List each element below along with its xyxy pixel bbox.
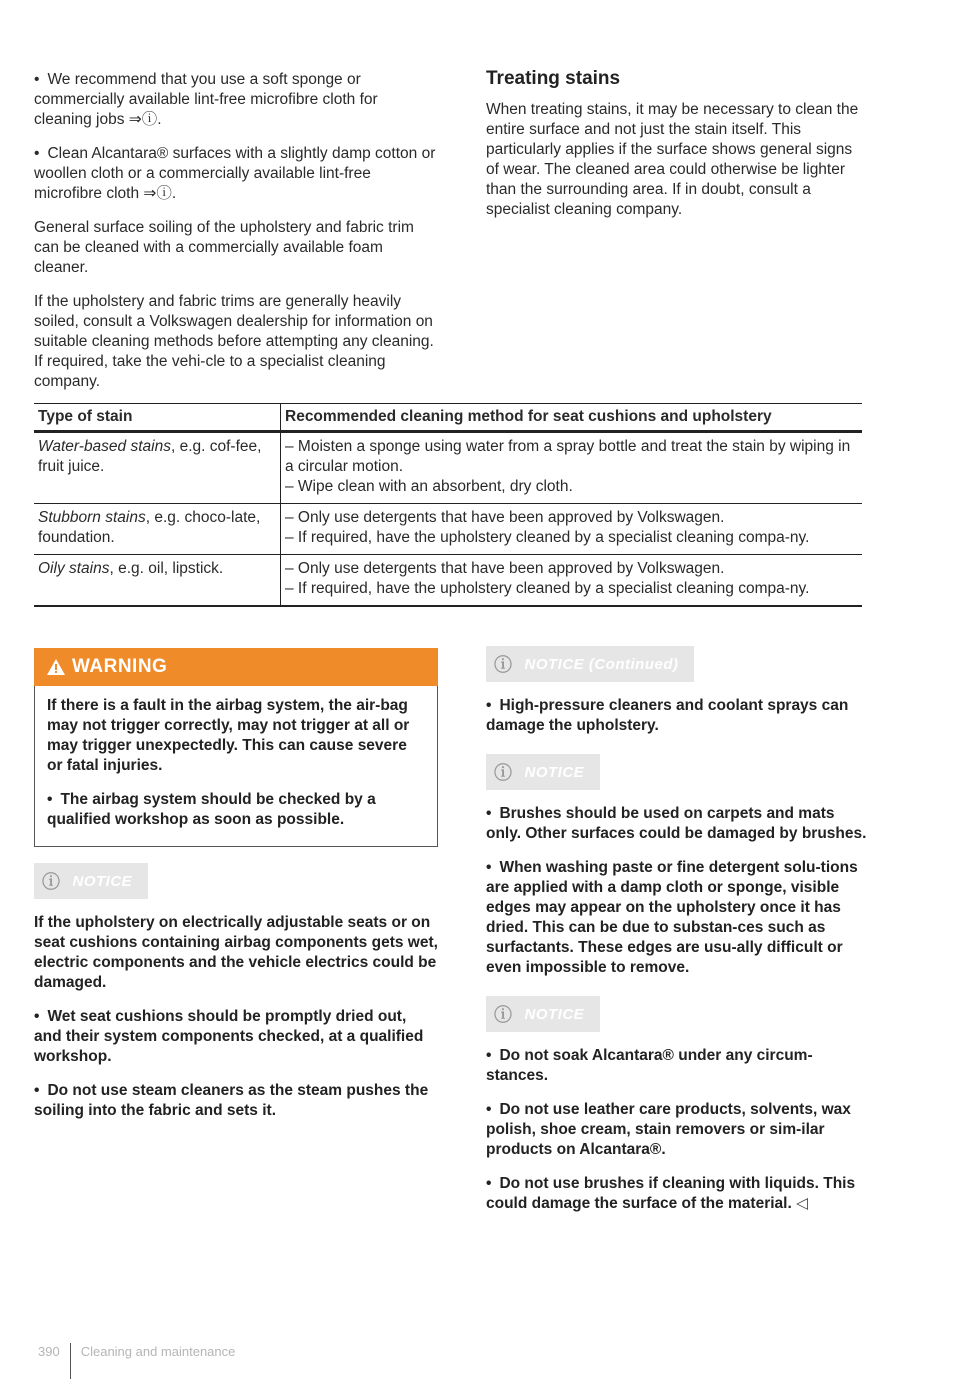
left-bottom-column — [34, 648, 438, 1135]
notice-bullet: • Brushes should be used on carpets and mats only. Other surfaces could be damaged by brushes. — [486, 804, 870, 844]
warning-text: If there is a fault in the airbag system, the air-bag may not trigger correctly, may not trigger at all or may trigger unexpectedly. This can cause severe or fatal injuries. — [47, 697, 410, 774]
method-line: – Moisten a sponge using water from a spray bottle and treat the stain by wiping in a circular motion. — [285, 438, 851, 475]
notice-bullet: • Do not use leather care products, solvents, wax polish, shoe cream, stain removers or sim-ilar products on Alcantara®. — [486, 1100, 870, 1160]
table-cell-method — [281, 504, 863, 555]
warning-bullet: • The airbag system should be checked by a qualified workshop as soon as possible. — [47, 790, 425, 830]
notice-bullet: • Do not use steam cleaners as the steam pushes the soiling into the fabric and sets it. — [34, 1081, 438, 1121]
table-header-row — [34, 404, 862, 432]
paragraph-treating-stains: When treating stains, it may be necessary to clean the entire surface and not just the stain itself. This particularly applies if the surface shows general signs of wear. The cleaned area could otherwise be lighter than the surrounding area. If in doubt, consult a specialist cleaning company. — [486, 101, 859, 218]
table-cell-method — [281, 555, 863, 607]
treating-stains-heading: Treating stains — [486, 68, 621, 89]
notice-icon: ⓘ — [42, 872, 61, 892]
right-bottom-column — [486, 646, 870, 1228]
table-cell-type — [34, 432, 281, 504]
stain-type-examples: , e.g. cof-fee, fruit juice. — [38, 438, 262, 475]
table-row — [34, 432, 862, 504]
method-line: – Only use detergents that have been approved by Volkswagen. — [285, 560, 725, 577]
page-footer — [38, 1333, 235, 1369]
left-top-column — [34, 70, 438, 406]
table-row — [34, 504, 862, 555]
notice-label: NOTICE — [524, 1005, 585, 1023]
stain-type-name: Oily stains — [38, 560, 110, 577]
paragraph-foam-cleaner: General surface soiling of the upholstery and fabric trim can be cleaned with a commercially available foam cleaner. — [34, 219, 414, 276]
footer-section: Cleaning and maintenance — [80, 1343, 236, 1359]
notice-continued-header — [486, 646, 694, 682]
notice-bullet — [486, 1174, 870, 1214]
notice-header — [486, 996, 600, 1032]
page-number: 390 — [38, 1343, 60, 1359]
table-header-type: Type of stain — [34, 404, 281, 432]
stain-type-name: Water-based stains — [38, 438, 171, 455]
notice-bullet: • High-pressure cleaners and coolant sprays can damage the upholstery. — [486, 696, 870, 736]
stain-type-examples: , e.g. oil, lipstick. — [109, 560, 224, 577]
paragraph-heavily-soiled: If the upholstery and fabric trims are generally heavily soiled, consult a Volkswagen dealership for information on suitable cleaning methods before attempting any cleaning. If required, take the vehi-cle to a specialist cleaning company. — [34, 293, 434, 390]
warning-triangle-icon — [46, 658, 66, 676]
warning-header — [34, 648, 438, 686]
paragraph-sponge: • We recommend that you use a soft sponge or commercially available lint-free microfibre cloth for cleaning jobs ⇒ⓘ. — [34, 70, 438, 130]
notice-continued-label: NOTICE (Continued) — [524, 655, 679, 673]
warning-body — [34, 686, 438, 847]
end-mark-icon: ◁ — [796, 1195, 809, 1212]
notice-label: NOTICE — [72, 872, 133, 890]
notice-icon: ⓘ — [494, 763, 513, 783]
notice-header — [34, 863, 148, 899]
warning-box — [34, 648, 438, 847]
stain-type-name: Stubborn stains — [38, 509, 146, 526]
notice-bullet: • Do not soak Alcantara® under any circum-stances. — [486, 1046, 870, 1086]
notice-bullet: • Wet seat cushions should be promptly dried out, and their system components checked, at a qualified workshop. — [34, 1007, 438, 1067]
method-line: – If required, have the upholstery cleaned by a specialist cleaning compa-ny. — [285, 580, 810, 597]
notice-bullet: • When washing paste or fine detergent solu-tions are applied with a damp cloth or sponge, visible edges may appear on the upholstery once it has dried. This can be due to substan-ces such as surfactants. These edges are usu-ally difficult or even impossible to remove. — [486, 858, 870, 978]
warning-label: WARNING — [72, 656, 168, 677]
method-line: – Only use detergents that have been approved by Volkswagen. — [285, 509, 725, 526]
table-cell-type — [34, 504, 281, 555]
method-line: – Wipe clean with an absorbent, dry cloth. — [285, 478, 573, 495]
table-cell-method — [281, 432, 863, 504]
stain-type-examples: , e.g. choco-late, foundation. — [38, 509, 261, 546]
table-header-method: Recommended cleaning method for seat cushions and upholstery — [281, 404, 863, 432]
right-top-column — [486, 68, 866, 234]
paragraph-alcantara: • Clean Alcantara® surfaces with a slightly damp cotton or woollen cloth or a commercially available lint-free microfibre cloth ⇒ⓘ. — [34, 144, 438, 204]
notice-icon: ⓘ — [494, 1005, 513, 1025]
table-row — [34, 555, 862, 607]
stain-table — [34, 403, 862, 607]
notice-icon: ⓘ — [494, 655, 513, 675]
table-cell-type — [34, 555, 281, 607]
notice-label: NOTICE — [524, 763, 585, 781]
notice-bullet-text: Do not use brushes if cleaning with liquids. This could damage the surface of the material. — [486, 1175, 856, 1212]
method-line: – If required, have the upholstery cleaned by a specialist cleaning compa-ny. — [285, 529, 810, 546]
notice-text: If the upholstery on electrically adjustable seats or on seat cushions containing airbag components gets wet, electric components and the vehicle electrics could be damaged. — [34, 914, 438, 991]
notice-header — [486, 754, 600, 790]
footer-divider — [70, 1343, 71, 1379]
